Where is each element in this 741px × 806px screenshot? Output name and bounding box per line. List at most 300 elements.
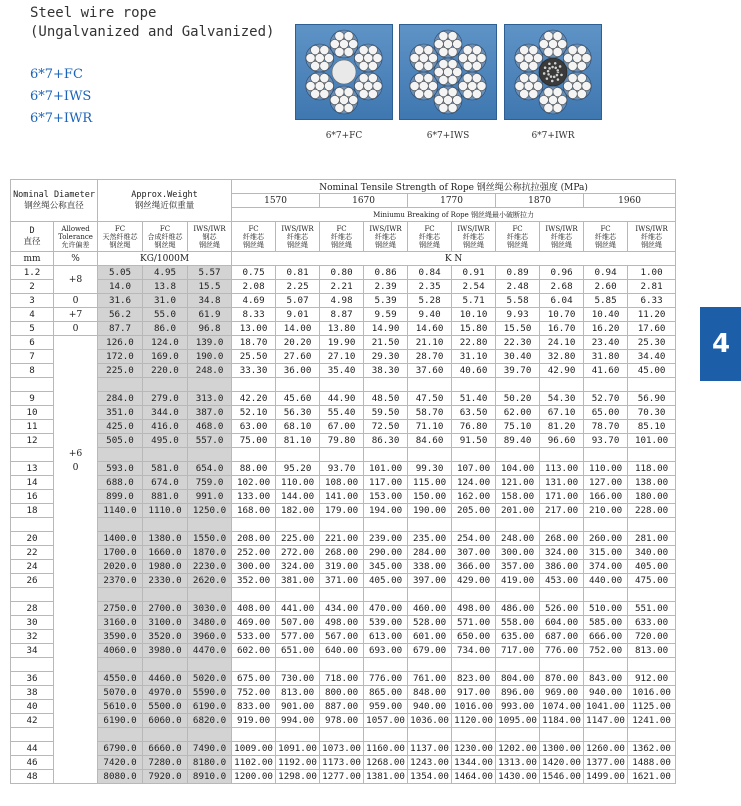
- breaking-force-cell: 0.96: [540, 266, 584, 280]
- table-row: [11, 322, 676, 336]
- weight-cell: 6190.0: [98, 714, 143, 728]
- breaking-force-cell: 72.50: [364, 420, 408, 434]
- weight-cell: 425.0: [98, 420, 143, 434]
- breaking-force-cell: 40.60: [452, 364, 496, 378]
- diameter-cell: 3: [11, 294, 54, 308]
- break-col-1960-iws: IWS/IWR 纤维芯 钢丝绳: [628, 222, 676, 252]
- breaking-force-cell: 896.00: [496, 686, 540, 700]
- weight-cell: 387.0: [188, 406, 232, 420]
- weight-col-fc-natural: FC 天然纤维芯 钢丝绳: [98, 222, 143, 252]
- weight-cell: 2020.0: [98, 560, 143, 574]
- breaking-force-cell: 54.30: [540, 392, 584, 406]
- breaking-force-cell: 27.60: [276, 350, 320, 364]
- weight-cell: 3960.0: [188, 630, 232, 644]
- weight-cell: 190.0: [188, 350, 232, 364]
- breaking-force-cell: 374.00: [584, 560, 628, 574]
- breaking-force-cell: 138.00: [628, 476, 676, 490]
- group-gap: [11, 518, 676, 532]
- breaking-force-cell: 268.00: [540, 532, 584, 546]
- table-row: [11, 770, 676, 784]
- table-row: [11, 686, 676, 700]
- breaking-force-cell: 2.35: [408, 280, 452, 294]
- weight-cell: 5020.0: [188, 672, 232, 686]
- breaking-force-cell: 470.00: [364, 602, 408, 616]
- breaking-force-cell: 16.70: [540, 322, 584, 336]
- weight-cell: 4060.0: [98, 644, 143, 658]
- breaking-force-cell: 843.00: [584, 672, 628, 686]
- breaking-force-cell: 978.00: [320, 714, 364, 728]
- group-gap: [11, 378, 676, 392]
- table-row: [11, 350, 676, 364]
- breaking-force-cell: 89.40: [496, 434, 540, 448]
- breaking-force-cell: 88.00: [232, 462, 276, 476]
- weight-cell: 505.0: [98, 434, 143, 448]
- breaking-force-cell: 15.80: [452, 322, 496, 336]
- breaking-force-cell: 101.00: [628, 434, 676, 448]
- break-col-1670-iws: IWS/IWR 纤维芯 钢丝绳: [364, 222, 408, 252]
- break-col-1870-fc: FC 纤维芯 钢丝绳: [496, 222, 540, 252]
- breaking-force-cell: 91.50: [452, 434, 496, 448]
- break-col-1960-fc: FC 纤维芯 钢丝绳: [584, 222, 628, 252]
- breaking-force-cell: 324.00: [540, 546, 584, 560]
- breaking-force-cell: 65.00: [584, 406, 628, 420]
- breaking-force-cell: 1313.00: [496, 756, 540, 770]
- table-row: [11, 700, 676, 714]
- break-col-1870-iws: IWS/IWR 纤维芯 钢丝绳: [540, 222, 584, 252]
- breaking-force-cell: 441.00: [276, 602, 320, 616]
- breaking-force-cell: 0.89: [496, 266, 540, 280]
- breaking-force-cell: 182.00: [276, 504, 320, 518]
- weight-col-fc-synthetic: FC 合成纤维芯 钢丝绳: [143, 222, 188, 252]
- weight-cell: 4470.0: [188, 644, 232, 658]
- breaking-force-cell: 498.00: [452, 602, 496, 616]
- breaking-force-cell: 68.10: [276, 420, 320, 434]
- weight-cell: 2620.0: [188, 574, 232, 588]
- weight-cell: 34.8: [188, 294, 232, 308]
- breaking-force-cell: 650.00: [452, 630, 496, 644]
- breaking-force-cell: 34.40: [628, 350, 676, 364]
- breaking-force-cell: 1488.00: [628, 756, 676, 770]
- breaking-force-cell: 2.54: [452, 280, 496, 294]
- breaking-force-cell: 507.00: [276, 616, 320, 630]
- breaking-force-cell: 551.00: [628, 602, 676, 616]
- breaking-force-cell: 42.90: [540, 364, 584, 378]
- weight-cell: 991.0: [188, 490, 232, 504]
- diameter-cell: 20: [11, 532, 54, 546]
- weight-cell: 416.0: [143, 420, 188, 434]
- breaking-force-cell: 324.00: [276, 560, 320, 574]
- breaking-force-cell: 254.00: [452, 532, 496, 546]
- tensile-strength-header: Nominal Tensile Strength of Rope 钢丝绳公称抗拉强度 (MPa): [232, 180, 676, 194]
- weight-cell: 2330.0: [143, 574, 188, 588]
- breaking-force-cell: 1621.00: [628, 770, 676, 784]
- breaking-force-cell: 45.00: [628, 364, 676, 378]
- weight-cell: 279.0: [143, 392, 188, 406]
- breaking-force-cell: 104.00: [496, 462, 540, 476]
- breaking-force-cell: 1073.00: [320, 742, 364, 756]
- breaking-force-cell: 752.00: [584, 644, 628, 658]
- breaking-force-cell: 29.30: [364, 350, 408, 364]
- breaking-force-cell: 528.00: [408, 616, 452, 630]
- breaking-force-cell: 102.00: [232, 476, 276, 490]
- breaking-force-cell: 0.84: [408, 266, 452, 280]
- breaking-force-cell: 1354.00: [408, 770, 452, 784]
- breaking-force-cell: 5.28: [408, 294, 452, 308]
- weight-cell: 55.0: [143, 308, 188, 322]
- breaking-force-cell: 800.00: [320, 686, 364, 700]
- breaking-force-cell: 1041.00: [584, 700, 628, 714]
- tolerance-cell: +7: [54, 308, 98, 322]
- breaking-force-cell: 86.30: [364, 434, 408, 448]
- breaking-force-cell: 6.04: [540, 294, 584, 308]
- breaking-force-cell: 1.00: [628, 266, 676, 280]
- breaking-force-cell: 1268.00: [364, 756, 408, 770]
- breaking-force-cell: 567.00: [320, 630, 364, 644]
- weight-cell: 13.8: [143, 280, 188, 294]
- breaking-force-cell: 0.81: [276, 266, 320, 280]
- tolerance-cell: 0: [54, 294, 98, 308]
- diameter-cell: 28: [11, 602, 54, 616]
- weight-cell: 899.0: [98, 490, 143, 504]
- table-row: [11, 476, 676, 490]
- weight-cell: 654.0: [188, 462, 232, 476]
- breaking-force-cell: 440.00: [584, 574, 628, 588]
- breaking-force-cell: 260.00: [584, 532, 628, 546]
- table-row: [11, 434, 676, 448]
- breaking-force-cell: 70.30: [628, 406, 676, 420]
- breaking-force-cell: 35.40: [320, 364, 364, 378]
- table-row: [11, 630, 676, 644]
- break-col-1770-iws: IWS/IWR 纤维芯 钢丝绳: [452, 222, 496, 252]
- breaking-force-cell: 113.00: [540, 462, 584, 476]
- table-row: [11, 532, 676, 546]
- breaking-force-cell: 0.80: [320, 266, 364, 280]
- breaking-force-cell: 340.00: [628, 546, 676, 560]
- breaking-force-cell: 687.00: [540, 630, 584, 644]
- breaking-force-cell: 210.00: [584, 504, 628, 518]
- table-row: [11, 560, 676, 574]
- breaking-force-cell: 397.00: [408, 574, 452, 588]
- breaking-force-cell: 1120.00: [452, 714, 496, 728]
- breaking-force-cell: 239.00: [364, 532, 408, 546]
- breaking-force-cell: 848.00: [408, 686, 452, 700]
- diameter-cell: 42: [11, 714, 54, 728]
- breaking-force-cell: 635.00: [496, 630, 540, 644]
- breaking-force-cell: 539.00: [364, 616, 408, 630]
- breaking-force-cell: 9.59: [364, 308, 408, 322]
- breaking-force-cell: 75.10: [496, 420, 540, 434]
- breaking-force-cell: 158.00: [496, 490, 540, 504]
- breaking-force-cell: 1184.00: [540, 714, 584, 728]
- diameter-cell: 6: [11, 336, 54, 350]
- breaking-force-cell: 887.00: [320, 700, 364, 714]
- breaking-force-cell: 228.00: [628, 504, 676, 518]
- breaking-force-cell: 1016.00: [452, 700, 496, 714]
- table-row: [11, 672, 676, 686]
- breaking-force-cell: 510.00: [584, 602, 628, 616]
- breaking-force-cell: 85.10: [628, 420, 676, 434]
- breaking-force-cell: 48.50: [364, 392, 408, 406]
- breaking-force-cell: 27.10: [320, 350, 364, 364]
- breaking-force-cell: 1009.00: [232, 742, 276, 756]
- weight-cell: 4.95: [143, 266, 188, 280]
- breaking-force-cell: 37.60: [408, 364, 452, 378]
- breaking-force-cell: 110.00: [276, 476, 320, 490]
- breaking-force-cell: 734.00: [452, 644, 496, 658]
- page-title: [30, 4, 274, 42]
- breaking-force-cell: 1074.00: [540, 700, 584, 714]
- caption-iws: 6*7+IWS: [426, 131, 470, 141]
- breaking-force-cell: 453.00: [540, 574, 584, 588]
- breaking-force-cell: 42.20: [232, 392, 276, 406]
- break-col-1570-fc: FC 纤维芯 钢丝绳: [232, 222, 276, 252]
- breaking-force-cell: 13.80: [320, 322, 364, 336]
- breaking-force-cell: 693.00: [364, 644, 408, 658]
- weight-cell: 2700.0: [143, 602, 188, 616]
- breaking-force-cell: 405.00: [628, 560, 676, 574]
- breaking-force-cell: 52.10: [232, 406, 276, 420]
- weight-cell: 248.0: [188, 364, 232, 378]
- breaking-force-cell: 62.00: [496, 406, 540, 420]
- breaking-force-cell: 604.00: [540, 616, 584, 630]
- breaking-force-cell: 25.50: [232, 350, 276, 364]
- breaking-force-cell: 1420.00: [540, 756, 584, 770]
- breaking-force-cell: 2.08: [232, 280, 276, 294]
- breaking-force-cell: 917.00: [452, 686, 496, 700]
- breaking-force-cell: 118.00: [628, 462, 676, 476]
- weight-cell: 5.05: [98, 266, 143, 280]
- breaking-force-cell: 168.00: [232, 504, 276, 518]
- breaking-force-cell: 225.00: [276, 532, 320, 546]
- table-row: [11, 420, 676, 434]
- weight-cell: 5070.0: [98, 686, 143, 700]
- table-row: [11, 644, 676, 658]
- breaking-force-cell: 67.00: [320, 420, 364, 434]
- diameter-cell: 5: [11, 322, 54, 336]
- breaking-force-cell: 371.00: [320, 574, 364, 588]
- weight-cell: 1870.0: [188, 546, 232, 560]
- diameter-cell: 13: [11, 462, 54, 476]
- diameter-cell: 7: [11, 350, 54, 364]
- grade-1770: 1770: [408, 194, 496, 208]
- table-row: [11, 266, 676, 280]
- breaking-force-cell: 300.00: [232, 560, 276, 574]
- breaking-force-cell: 460.00: [408, 602, 452, 616]
- diameter-cell: 34: [11, 644, 54, 658]
- weight-cell: 3520.0: [143, 630, 188, 644]
- diameter-cell: 38: [11, 686, 54, 700]
- breaking-force-cell: 5.39: [364, 294, 408, 308]
- breaking-force-cell: 6.33: [628, 294, 676, 308]
- weight-cell: 169.0: [143, 350, 188, 364]
- breaking-force-cell: 84.60: [408, 434, 452, 448]
- weight-cell: 351.0: [98, 406, 143, 420]
- table-row: [11, 742, 676, 756]
- breaking-force-cell: 208.00: [232, 532, 276, 546]
- breaking-force-cell: 30.40: [496, 350, 540, 364]
- table-row: [11, 756, 676, 770]
- breaking-force-cell: 8.33: [232, 308, 276, 322]
- breaking-force-cell: 117.00: [364, 476, 408, 490]
- breaking-force-cell: 718.00: [320, 672, 364, 686]
- breaking-force-cell: 79.80: [320, 434, 364, 448]
- weight-cell: 139.0: [188, 336, 232, 350]
- breaking-force-cell: 1430.00: [496, 770, 540, 784]
- table-row: [11, 294, 676, 308]
- breaking-force-cell: 0.86: [364, 266, 408, 280]
- breaking-force-cell: 870.00: [540, 672, 584, 686]
- weight-cell: 2370.0: [98, 574, 143, 588]
- breaking-force-cell: 81.20: [540, 420, 584, 434]
- breaking-force-cell: 17.60: [628, 322, 676, 336]
- table-row: [11, 308, 676, 322]
- breaking-force-cell: 56.30: [276, 406, 320, 420]
- breaking-force-cell: 19.90: [320, 336, 364, 350]
- weight-cell: 3100.0: [143, 616, 188, 630]
- weight-cell: 124.0: [143, 336, 188, 350]
- group-gap: [11, 728, 676, 742]
- breaking-force-cell: 486.00: [496, 602, 540, 616]
- breaking-force-cell: 640.00: [320, 644, 364, 658]
- table-row: [11, 392, 676, 406]
- table-row: [11, 336, 676, 350]
- rope-cross-section-iws: [400, 25, 496, 119]
- breaking-force-cell: 75.00: [232, 434, 276, 448]
- breaking-force-cell: 52.70: [584, 392, 628, 406]
- weight-cell: 5500.0: [143, 700, 188, 714]
- weight-cell: 2750.0: [98, 602, 143, 616]
- breaking-force-cell: 959.00: [364, 700, 408, 714]
- breaking-force-cell: 144.00: [276, 490, 320, 504]
- breaking-force-cell: 969.00: [540, 686, 584, 700]
- breaking-force-cell: 47.50: [408, 392, 452, 406]
- group-gap: [11, 658, 676, 672]
- weight-cell: 96.8: [188, 322, 232, 336]
- tolerance-cell: 0: [54, 322, 98, 336]
- breaking-force-cell: 190.00: [408, 504, 452, 518]
- caption-iwr: 6*7+IWR: [531, 131, 575, 141]
- diameter-cell: 24: [11, 560, 54, 574]
- rope-image-fc: [295, 24, 393, 120]
- breaking-force-cell: 1277.00: [320, 770, 364, 784]
- weight-cell: 15.5: [188, 280, 232, 294]
- breaking-force-cell: 4.69: [232, 294, 276, 308]
- breaking-force-cell: 76.80: [452, 420, 496, 434]
- weight-cell: 7420.0: [98, 756, 143, 770]
- breaking-force-cell: 217.00: [540, 504, 584, 518]
- breaking-force-cell: 720.00: [628, 630, 676, 644]
- breaking-force-cell: 666.00: [584, 630, 628, 644]
- diameter-cell: 36: [11, 672, 54, 686]
- breaking-force-cell: 121.00: [496, 476, 540, 490]
- breaking-force-cell: 20.20: [276, 336, 320, 350]
- breaking-force-cell: 357.00: [496, 560, 540, 574]
- weight-cell: 7490.0: [188, 742, 232, 756]
- weight-cell: 61.9: [188, 308, 232, 322]
- tolerance-cell: +8: [54, 266, 98, 294]
- breaking-force-cell: 940.00: [584, 686, 628, 700]
- breaking-force-cell: 1091.00: [276, 742, 320, 756]
- breaking-force-cell: 44.90: [320, 392, 364, 406]
- breaking-force-cell: 1102.00: [232, 756, 276, 770]
- breaking-force-cell: 108.00: [320, 476, 364, 490]
- weight-cell: 7920.0: [143, 770, 188, 784]
- breaking-force-cell: 2.21: [320, 280, 364, 294]
- approx-weight-header: Approx.Weight 钢丝绳近似重量: [98, 180, 232, 222]
- breaking-force-cell: 235.00: [408, 532, 452, 546]
- breaking-force-cell: 1230.00: [452, 742, 496, 756]
- unit-percent: %: [54, 252, 98, 266]
- diameter-cell: 11: [11, 420, 54, 434]
- breaking-force-cell: 405.00: [364, 574, 408, 588]
- weight-cell: 6660.0: [143, 742, 188, 756]
- weight-cell: 8080.0: [98, 770, 143, 784]
- breaking-force-cell: 717.00: [496, 644, 540, 658]
- breaking-force-cell: 16.20: [584, 322, 628, 336]
- breaking-force-cell: 15.50: [496, 322, 540, 336]
- breaking-force-cell: 8.87: [320, 308, 364, 322]
- breaking-force-cell: 865.00: [364, 686, 408, 700]
- breaking-force-cell: 14.00: [276, 322, 320, 336]
- breaking-force-cell: 1377.00: [584, 756, 628, 770]
- diameter-cell: 16: [11, 490, 54, 504]
- breaking-force-cell: 776.00: [364, 672, 408, 686]
- weight-cell: 3480.0: [188, 616, 232, 630]
- weight-cell: 3980.0: [143, 644, 188, 658]
- breaking-force-cell: 585.00: [584, 616, 628, 630]
- weight-cell: 1660.0: [143, 546, 188, 560]
- breaking-force-cell: 93.70: [320, 462, 364, 476]
- breaking-force-cell: 1344.00: [452, 756, 496, 770]
- breaking-force-cell: 408.00: [232, 602, 276, 616]
- weight-cell: 7280.0: [143, 756, 188, 770]
- breaking-force-cell: 1362.00: [628, 742, 676, 756]
- weight-cell: 1140.0: [98, 504, 143, 518]
- breaking-force-cell: 307.00: [452, 546, 496, 560]
- caption-fc: 6*7+FC: [325, 131, 363, 141]
- breaking-force-cell: 153.00: [364, 490, 408, 504]
- breaking-force-cell: 9.01: [276, 308, 320, 322]
- breaking-force-cell: 63.50: [452, 406, 496, 420]
- breaking-force-cell: 345.00: [364, 560, 408, 574]
- breaking-force-cell: 533.00: [232, 630, 276, 644]
- breaking-force-cell: 93.70: [584, 434, 628, 448]
- weight-cell: 5590.0: [188, 686, 232, 700]
- breaking-force-cell: 761.00: [408, 672, 452, 686]
- breaking-force-cell: 1160.00: [364, 742, 408, 756]
- weight-cell: 8910.0: [188, 770, 232, 784]
- breaking-force-cell: 9.40: [408, 308, 452, 322]
- section-tab[interactable]: [700, 307, 741, 381]
- weight-cell: 1980.0: [143, 560, 188, 574]
- breaking-force-cell: 1147.00: [584, 714, 628, 728]
- breaking-force-cell: 1095.00: [496, 714, 540, 728]
- breaking-force-cell: 252.00: [232, 546, 276, 560]
- diameter-cell: 2: [11, 280, 54, 294]
- rope-image-iwr: [504, 24, 602, 120]
- breaking-force-cell: 901.00: [276, 700, 320, 714]
- breaking-force-cell: 96.60: [540, 434, 584, 448]
- breaking-force-cell: 115.00: [408, 476, 452, 490]
- table-row: [11, 574, 676, 588]
- breaking-force-cell: 823.00: [452, 672, 496, 686]
- breaking-force-cell: 1016.00: [628, 686, 676, 700]
- breaking-force-cell: 25.30: [628, 336, 676, 350]
- breaking-force-cell: 150.00: [408, 490, 452, 504]
- breaking-force-cell: 602.00: [232, 644, 276, 658]
- breaking-force-cell: 1057.00: [364, 714, 408, 728]
- breaking-force-cell: 99.30: [408, 462, 452, 476]
